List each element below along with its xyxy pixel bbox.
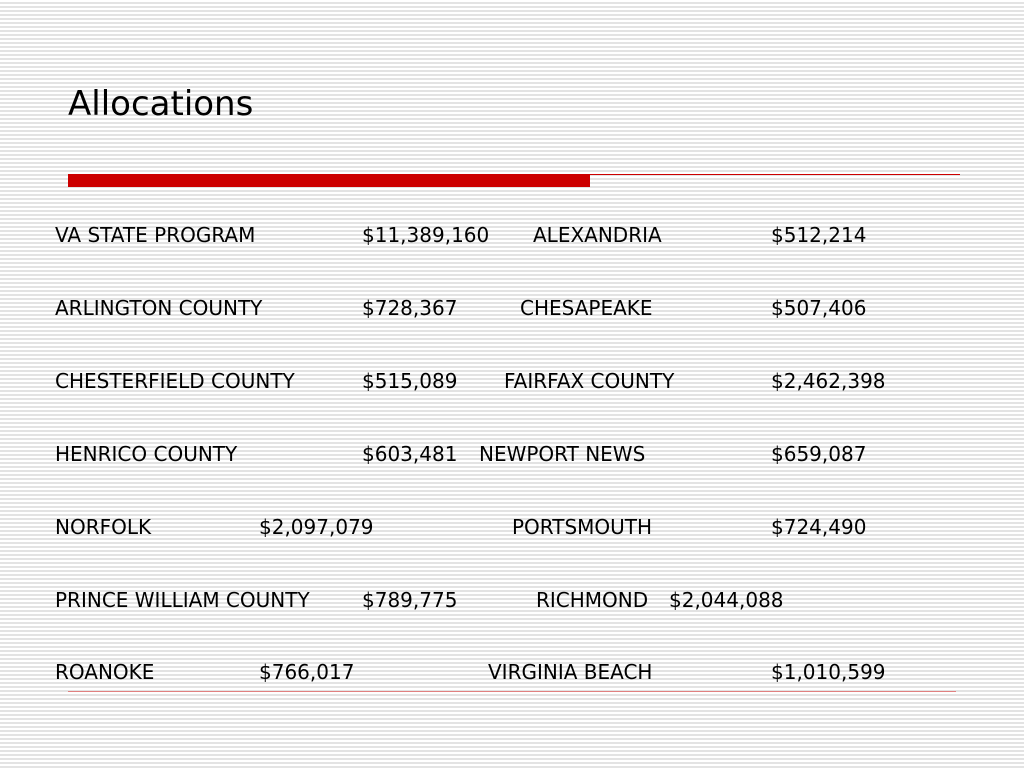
- allocation-amount: $2,097,079: [259, 515, 374, 539]
- bottom-divider: [68, 691, 956, 692]
- allocation-amount: $659,087: [771, 442, 867, 466]
- allocation-name: NORFOLK: [55, 515, 152, 539]
- slide-title: Allocations: [68, 84, 254, 124]
- allocation-name: ARLINGTON COUNTY: [55, 296, 263, 320]
- allocation-amount: $789,775: [362, 588, 458, 612]
- allocation-amount: $2,462,398: [771, 369, 886, 393]
- allocation-name: PORTSMOUTH: [512, 515, 653, 539]
- allocation-name: ROANOKE: [55, 660, 155, 684]
- allocation-name: RICHMOND: [536, 588, 649, 612]
- allocation-amount: $1,010,599: [771, 660, 886, 684]
- allocation-name: FAIRFAX COUNTY: [504, 369, 675, 393]
- allocation-name: VA STATE PROGRAM: [55, 223, 256, 247]
- allocation-name: ALEXANDRIA: [533, 223, 662, 247]
- allocation-amount: $507,406: [771, 296, 867, 320]
- allocation-name: VIRGINIA BEACH: [488, 660, 653, 684]
- allocation-amount: $728,367: [362, 296, 458, 320]
- allocation-amount: $515,089: [362, 369, 458, 393]
- allocation-amount: $2,044,088: [669, 588, 784, 612]
- allocation-name: CHESTERFIELD COUNTY: [55, 369, 295, 393]
- allocation-amount: $724,490: [771, 515, 867, 539]
- allocation-name: CHESAPEAKE: [520, 296, 653, 320]
- allocation-amount: $603,481: [362, 442, 458, 466]
- allocation-name: NEWPORT NEWS: [479, 442, 646, 466]
- allocation-amount: $512,214: [771, 223, 867, 247]
- allocation-name: PRINCE WILLIAM COUNTY: [55, 588, 310, 612]
- allocation-amount: $766,017: [259, 660, 355, 684]
- allocation-amount: $11,389,160: [362, 223, 490, 247]
- allocation-name: HENRICO COUNTY: [55, 442, 238, 466]
